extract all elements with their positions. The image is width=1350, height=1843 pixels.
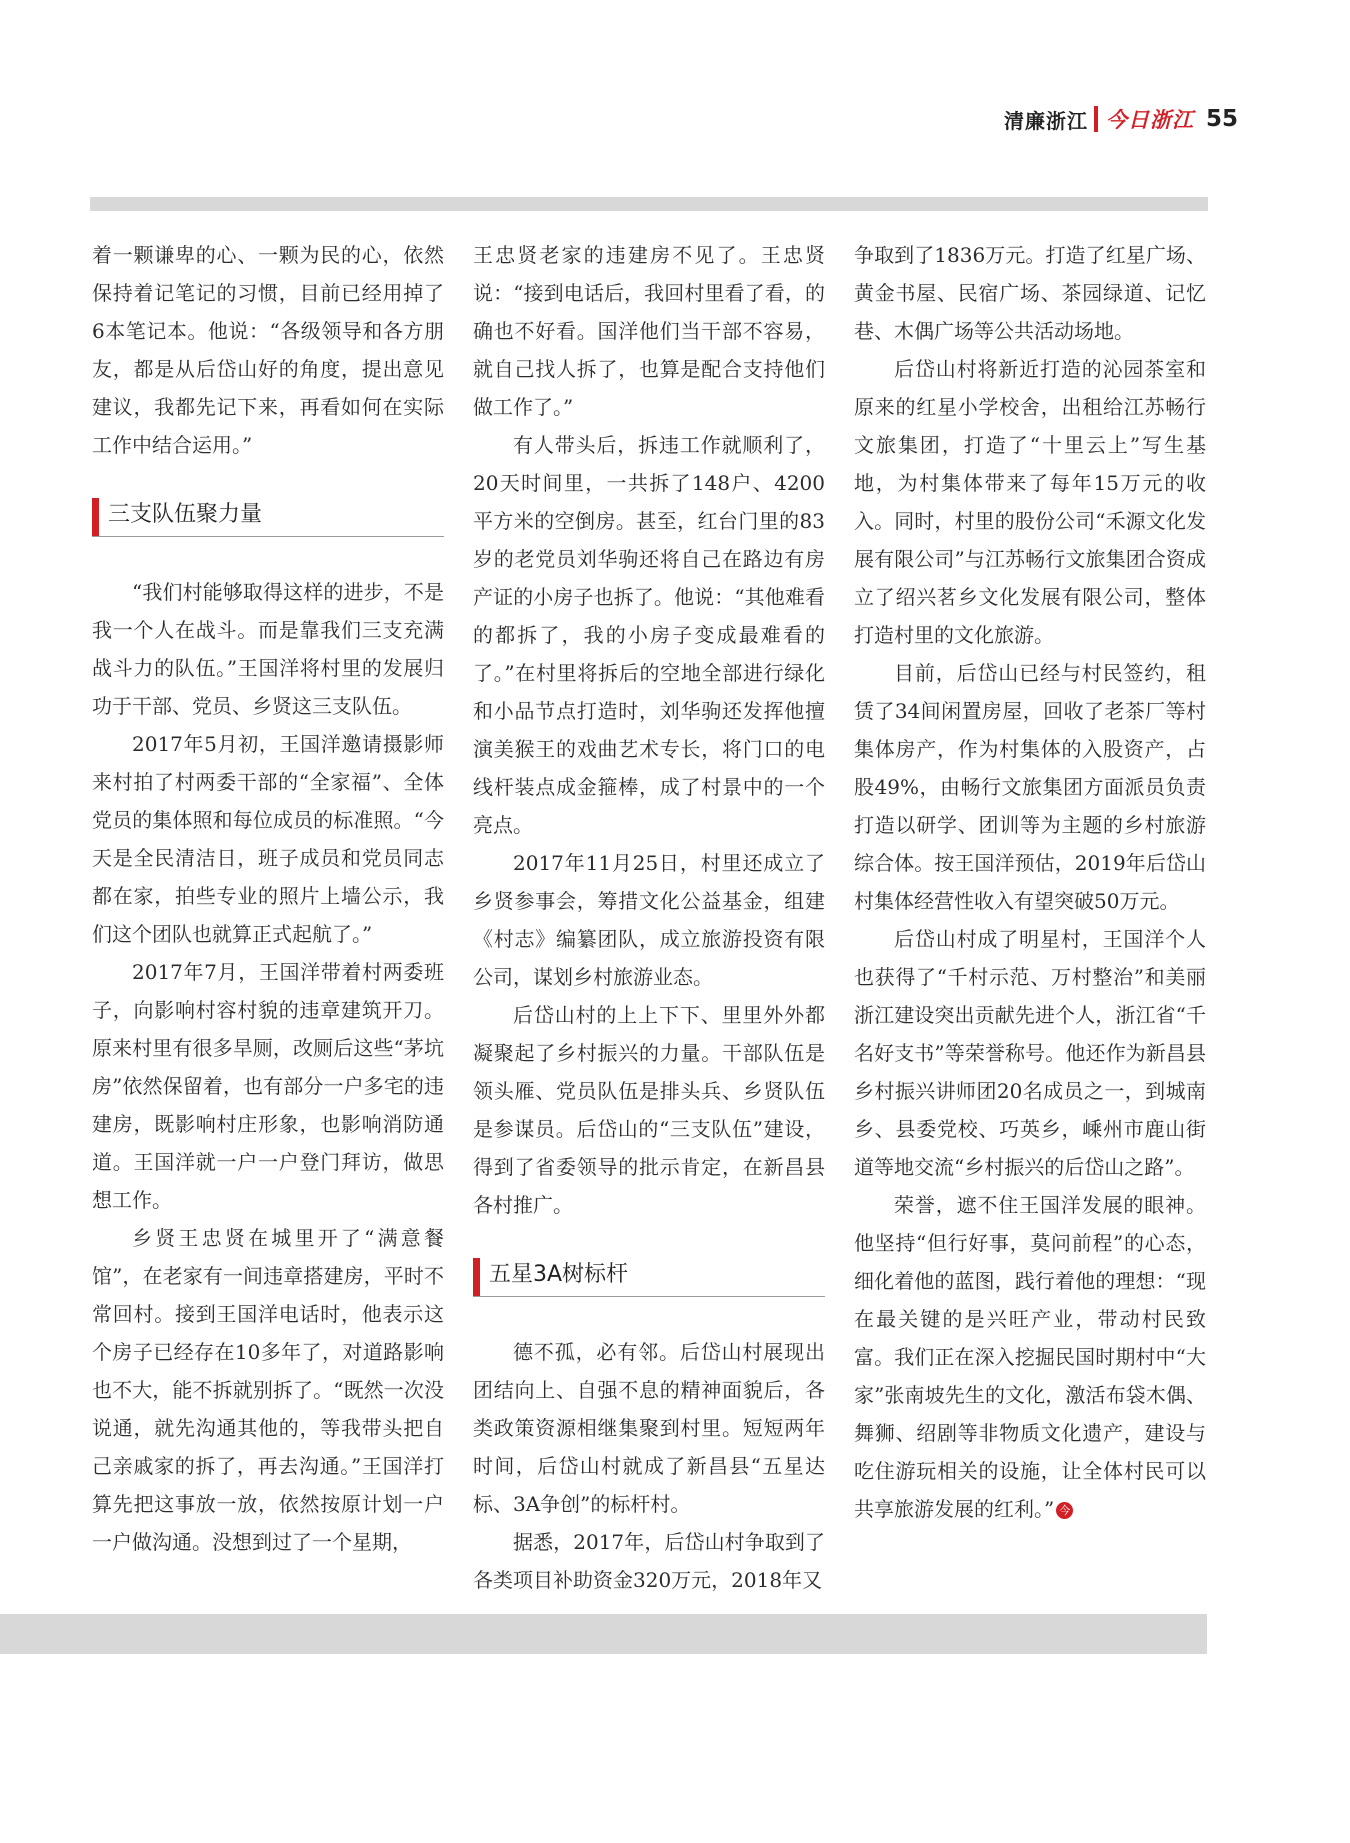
article-column-3 [854,236,1206,1528]
paragraph-text: 荣誉，遮不住王国洋发展的眼神。他坚持“但行好事，莫问前程”的心态，细化着他的蓝图，践行着他的理想：“现在最关键的是兴旺产业，带动村民致富。我们正在深入挖掘民国时期村中“大家”张南坡先生的文化，激活布袋木偶、舞狮、绍剧等非物质文化遗产，建设与吃住游玩相关的设施，让全体村民可以共享旅游发展的红利。” [854,1193,1206,1521]
paragraph: 2017年7月，王国洋带着村两委班子，向影响村容村貌的违章建筑开刀。原来村里有很多旱厕，改厕后这些“茅坑房”依然保留着，也有部分一户多宅的违建房，既影响村庄形象，也影响消防通道。王国洋就一户一户登门拜访，做思想工作。 [92,960,444,1212]
bottom-gray-band [0,1614,1207,1654]
paragraph: 争取到了1836万元。打造了红星广场、黄金书屋、民宿广场、茶园绿道、记忆巷、木偶广场等公共活动场地。 [854,243,1206,343]
paragraph: 着一颗谦卑的心、一颗为民的心，依然保持着记笔记的习惯，目前已经用掉了6本笔记本。他说：“各级领导和各方朋友，都是从后岱山好的角度，提出意见建议，我都先记下来，再看如何在实际工作中结合运用。” [92,243,444,457]
section-name: 清廉浙江 [1003,108,1088,133]
paragraph: 据悉，2017年，后岱山村争取到了各类项目补助资金320万元，2018年又 [473,1530,825,1592]
heading-accent-bar [473,1258,480,1296]
end-mark-icon: 今 [1056,1502,1073,1519]
article-column-2 [473,236,825,1599]
paragraph: 有人带头后，拆违工作就顺利了，20天时间里，一共拆了148户、4200平方米的空倒房。甚至，红台门里的83岁的老党员刘华驹还将自己在路边有房产证的小房子也拆了。他说：“其他难看的都拆了，我的小房子变成最难看的了。”在村里将拆后的空地全部进行绿化和小品节点打造时，刘华驹还发挥他擅演美猴王的戏曲艺术专长，将门口的电线杆装点成金箍棒，成了村景中的一个亮点。 [473,433,825,837]
section-heading [473,1258,825,1297]
paragraph: 2017年5月初，王国洋邀请摄影师来村拍了村两委干部的“全家福”、全体党员的集体照和每位成员的标准照。“今天是全民清洁日，班子成员和党员同志都在家，拍些专业的照片上墙公示，我们这个团队也就算正式起航了。” [92,732,444,946]
page-number: 55 [1205,106,1238,132]
page-header [1004,104,1238,134]
section-heading-title: 三支队伍聚力量 [108,502,263,527]
section-heading [92,498,444,537]
paragraph: 后岱山村的上上下下、里里外外都凝聚起了乡村振兴的力量。干部队伍是领头雁、党员队伍是排头兵、乡贤队伍是参谋员。后岱山的“三支队伍”建设，得到了省委领导的批示肯定，在新昌县各村推广。 [473,1003,825,1217]
paragraph: 乡贤王忠贤在城里开了“满意餐馆”，在老家有一间违章搭建房，平时不常回村。接到王国洋电话时，他表示这个房子已经存在10多年了，对道路影响也不大，能不拆就别拆了。“既然一次没说通，就先沟通其他的，等我带头把自己亲戚家的拆了，再去沟通。”王国洋打算先把这事放一放，依然按原计划一户一户做沟通。没想到过了一个星期， [92,1226,444,1554]
paragraph: 2017年11月25日，村里还成立了乡贤参事会，筹措文化公益基金，组建《村志》编纂团队，成立旅游投资有限公司，谋划乡村旅游业态。 [473,851,825,989]
paragraph: 王忠贤老家的违建房不见了。王忠贤说：“接到电话后，我回村里看了看，的确也不好看。国洋他们当干部不容易，就自己找人拆了，也算是配合支持他们做工作了。” [473,243,825,419]
paragraph: 目前，后岱山已经与村民签约，租赁了34间闲置房屋，回收了老茶厂等村集体房产，作为村集体的入股资产，占股49%，由畅行文旅集团方面派员负责打造以研学、团训等为主题的乡村旅游综合体。按王国洋预估，2019年后岱山村集体经营性收入有望突破50万元。 [854,661,1206,913]
top-gray-band [90,197,1208,211]
paragraph: 后岱山村将新近打造的沁园茶室和原来的红星小学校舍，出租给江苏畅行文旅集团，打造了“十里云上”写生基地，为村集体带来了每年15万元的收入。同时，村里的股份公司“禾源文化发展有限公司”与江苏畅行文旅集团合资成立了绍兴茗乡文化发展有限公司，整体打造村里的文化旅游。 [854,357,1206,647]
header-divider [1094,106,1098,132]
paragraph-final [854,1186,1206,1528]
paragraph: 后岱山村成了明星村，王国洋个人也获得了“千村示范、万村整治”和美丽浙江建设突出贡献先进个人，浙江省“千名好支书”等荣誉称号。他还作为新昌县乡村振兴讲师团20名成员之一，到城南乡、县委党校、巧英乡，嵊州市鹿山街道等地交流“乡村振兴的后岱山之路”。 [854,927,1206,1179]
heading-accent-bar [92,498,99,536]
paragraph: “我们村能够取得这样的进步，不是我一个人在战斗。而是靠我们三支充满战斗力的队伍。”王国洋将村里的发展归功于干部、党员、乡贤这三支队伍。 [92,580,444,718]
paragraph: 德不孤，必有邻。后岱山村展现出团结向上、自强不息的精神面貌后，各类政策资源相继集聚到村里。短短两年时间，后岱山村就成了新昌县“五星达标、3A争创”的标杆村。 [473,1340,825,1516]
article-column-1 [92,236,444,1561]
section-heading-title: 五星3A树标杆 [489,1262,629,1287]
magazine-logo: 今日浙江 [1105,108,1194,132]
